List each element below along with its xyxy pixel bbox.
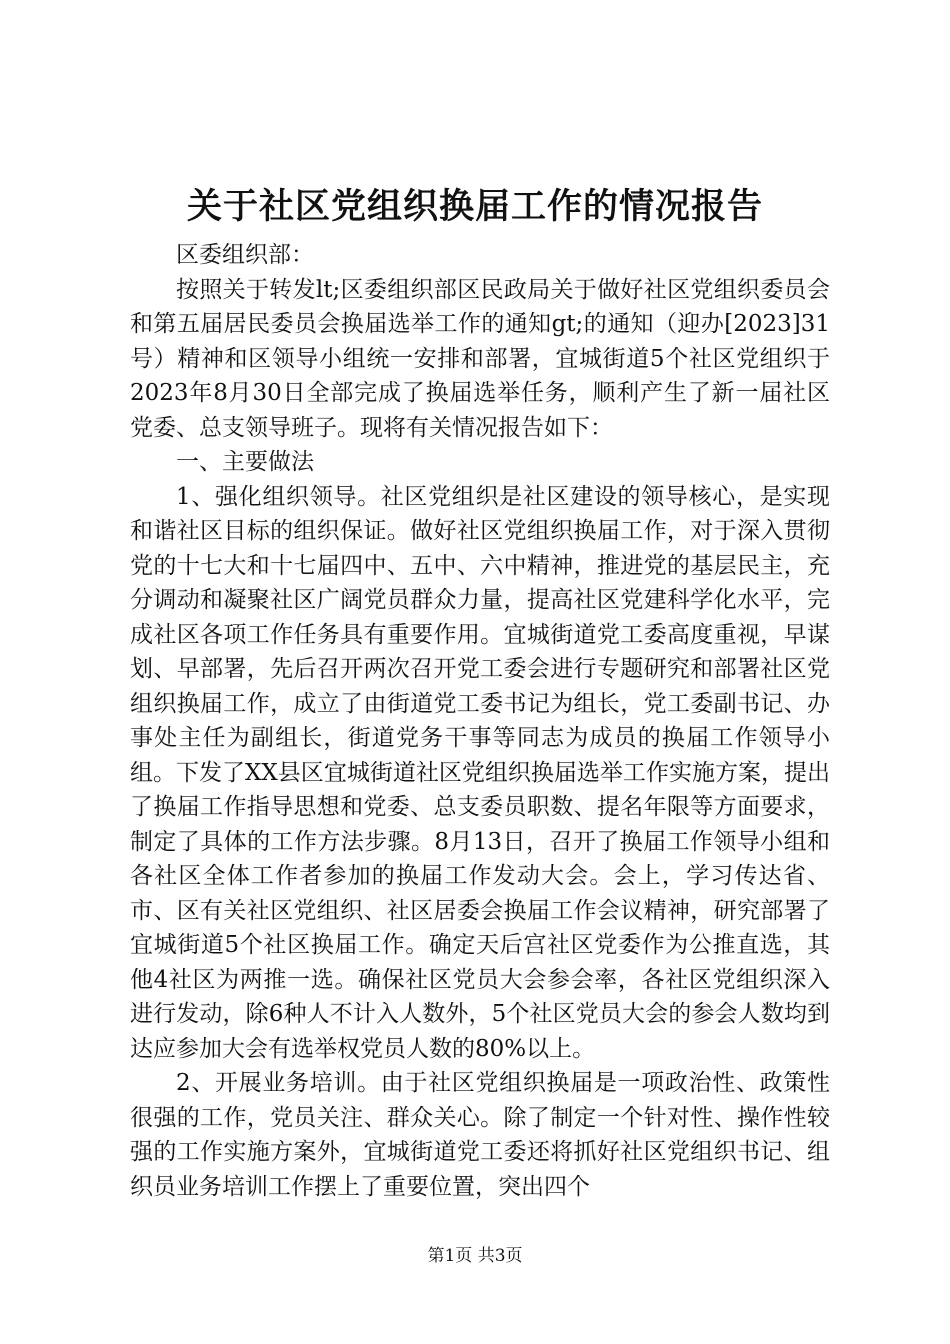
salutation: 区委组织部： <box>176 242 314 268</box>
document-body <box>130 238 830 1204</box>
paragraph-training: 2、开展业务培训。由于社区党组织换届是一项政治性、政策性很强的工作，党员关注、群众关心。除了制定一个针对性、操作性较强的工作实施方案外，宜城街道党工委还将抓好社区党组织书记、组织员业务培训工作摆上了重要位置，突出四个 <box>130 1070 830 1200</box>
section-heading: 一、主要做法 <box>176 449 314 475</box>
paragraph-leadership: 1、强化组织领导。社区党组织是社区建设的领导核心，是实现和谐社区目标的组织保证。做好社区党组织换届工作，对于深入贯彻党的十七大和十七届四中、五中、六中精神，推进党的基层民主，充分调动和凝聚社区广阔党员群众力量，提高社区党建科学化水平，完成社区各项工作任务具有重要作用。宜城街道党工委高度重视，早谋划、早部署，先后召开两次召开党工委会进行专题研究和部署社区党组织换届工作，成立了由街道党工委书记为组长，党工委副书记、办事处主任为副组长，街道党务干事等同志为成员的换届工作领导小组。下发了XX县区宜城街道社区党组织换届选举工作实施方案，提出了换届工作指导思想和党委、总支委员职数、提名年限等方面要求，制定了具体的工作方法步骤。8月13日，召开了换届工作领导小组和各社区全体工作者参加的换届工作发动大会。会上，学习传达省、市、区有关社区党组织、社区居委会换届工作会议精神，研究部署了宜城街道5个社区换届工作。确定天后宫社区党委作为公推直选，其他4社区为两推一选。确保社区党员大会参会率，各社区党组织深入进行发动，除6种人不计入人数外，5个社区党员大会的参会人数均到达应参加大会有选举权党员人数的80%以上。 <box>130 483 830 1062</box>
page-footer: 第1页 共3页 <box>427 1246 523 1266</box>
paragraph-intro: 按照关于转发lt;区委组织部区民政局关于做好社区党组织委员会和第五届居民委员会换届选举工作的通知gt;的通知（迎办[2023]31号）精神和区领导小组统一安排和部署，宜城街道5个社区党组织于2023年8月30日全部完成了换届选举任务，顺利产生了新一届社区党委、总支领导班子。现将有关情况报告如下： <box>130 276 830 441</box>
document-title: 关于社区党组织换届工作的情况报告 <box>186 186 763 227</box>
